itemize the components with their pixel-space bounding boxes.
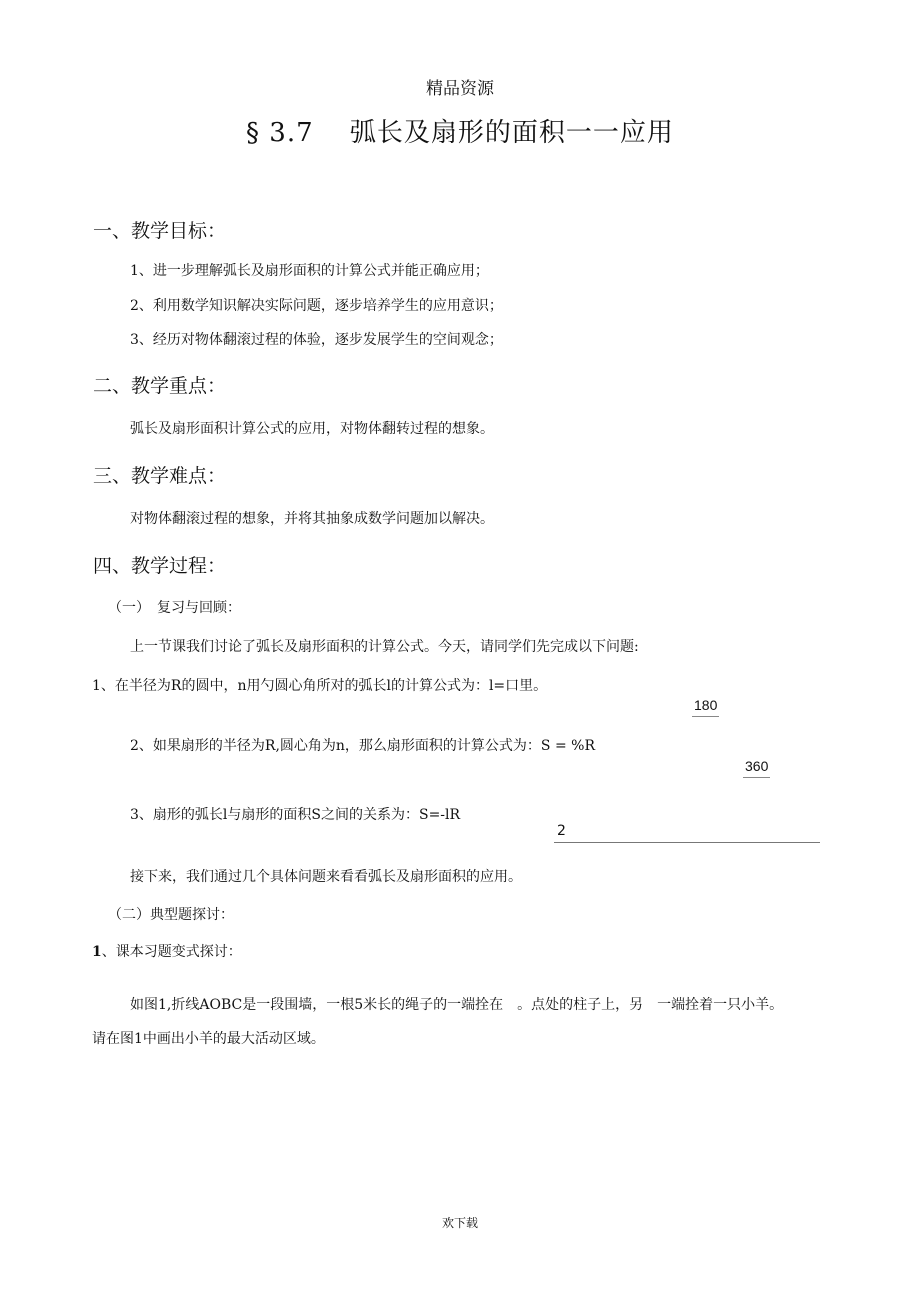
question-3-fraction-line (554, 842, 820, 843)
difficulties-text: 对物体翻滚过程的想象，并将其抽象成数学问题加以解决。 (130, 511, 494, 527)
question-2: 2、如果扇形的半径为R,圆心角为n，那么扇形面积的计算公式为：S = %R (130, 738, 595, 754)
typical-label: （二）典型题探讨： (108, 907, 234, 923)
exercise-title (92, 941, 242, 961)
exercise-number: 1 (92, 944, 102, 960)
page-header: 精品资源 (426, 79, 494, 99)
exercise-label: 、课本习题变式探讨： (101, 944, 242, 960)
exercise-paragraph-line-1: 如图1,折线AOBC是一段围墙，一根5米长的绳子的一端拴在 。点处的柱子上，另 一端拴着一只小羊。 (130, 997, 784, 1013)
question-3-denominator: 2 (557, 823, 566, 839)
review-intro: 上一节课我们讨论了弧长及扇形面积的计算公式。今天，请同学们先完成以下问题: (130, 639, 639, 655)
difficulties-heading: 三、教学难点： (93, 465, 227, 487)
objective-item-1: 1、进一步理解弧长及扇形面积的计算公式并能正确应用； (130, 263, 489, 279)
page-title: § 3.7 弧长及扇形的面积一一应用 (246, 118, 674, 148)
transition-text: 接下来，我们通过几个具体问题来看看弧长及扇形面积的应用。 (130, 869, 522, 885)
question-1: 1、在半径为R的圆中，n用勺圆心角所对的弧长l的计算公式为：l=口里。 (92, 678, 548, 694)
objective-item-2: 2、利用数学知识解决实际问题，逐步培养学生的应用意识； (130, 298, 503, 314)
question-3: 3、扇形的弧长l与扇形的面积S之间的关系为：S=-lR (130, 807, 461, 823)
question-1-denominator: 180 (692, 697, 719, 717)
exercise-paragraph-line-2: 请在图1中画出小羊的最大活动区域。 (92, 1031, 325, 1047)
review-label: （一） 复习与回顾： (108, 600, 241, 616)
process-heading: 四、教学过程： (93, 555, 227, 577)
key-points-text: 弧长及扇形面积计算公式的应用，对物体翻转过程的想象。 (130, 421, 494, 437)
key-points-heading: 二、教学重点： (93, 375, 227, 397)
question-2-denominator: 360 (743, 758, 770, 778)
objectives-heading: 一、教学目标： (93, 220, 227, 242)
page-footer: 欢下载 (441, 1216, 478, 1230)
objective-item-3: 3、经历对物体翻滚过程的体验，逐步发展学生的空间观念； (130, 332, 503, 348)
